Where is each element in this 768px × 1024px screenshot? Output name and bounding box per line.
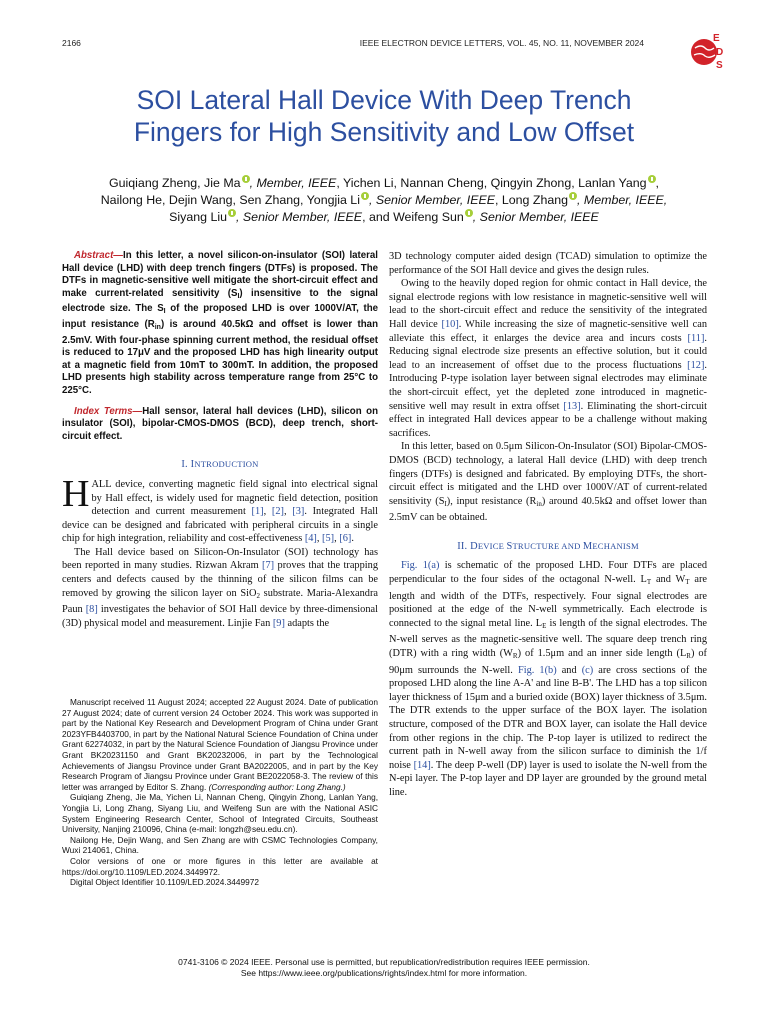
citation-link[interactable]: [7]: [262, 560, 275, 572]
title-line-2: Fingers for High Sensitivity and Low Offset: [133, 117, 635, 147]
orcid-icon[interactable]: [361, 192, 369, 200]
index-terms: Index Terms—Hall sensor, lateral hall devices (LHD), silicon on insulator (SOI), bipolar-CMOS-DMOS (BCD), deep trench, short-circuit effect.: [62, 405, 378, 442]
citation-link[interactable]: [3]: [292, 506, 305, 518]
author-list: [50, 175, 718, 226]
citation-link[interactable]: [2]: [271, 506, 284, 518]
citation-link[interactable]: [11]: [687, 332, 705, 344]
left-column: [62, 250, 378, 630]
section-heading-introduction: I. INTRODUCTION: [181, 459, 259, 471]
citation-link[interactable]: [5]: [322, 533, 335, 545]
copyright-footer: [0, 957, 768, 979]
figure-link[interactable]: (c): [581, 664, 594, 676]
footnote-manuscript: Manuscript received 11 August 2024; accepted 22 August 2024. Date of publication 27 August 2024; date of current version 24 October 2024. This work was supported in part by the National Key Research and Development Program of China under Grant 2023YFB4403700, in part by the National Natural Science Foundation of China under Grant 62274032, in part by the Natural Science Foundation of Jiangsu Province under Grant BK20231150 and Grant BK20232006, in part by the Technological Achievements of Jiangsu Province under Grant BA2022005, and in part by the Key Research Program of Jiangsu Province under Grant BE2022058-3. The review of this letter was arranged by Editor S. Zhang. (Corresponding author: Long Zhang.): [62, 697, 378, 792]
intro-paragraph-5: In this letter, based on 0.5μm Silicon-On-Insulator (SOI) Bipolar-CMOS-DMOS (BCD) technology, a lateral Hall device (LHD) with deep trench fingers (DTFs) is designed and fabricated. By employing DTFs, the short-circuit effect is mitigated and the LHD over 1000V/AT of current-related sensitivity $(S_I)$, input resistance $(R_{in})$ around 40.5kΩ and offset lower than 2.5mV can be obtained.: [389, 441, 707, 524]
footnote-affiliation-2: Nailong He, Dejin Wang, and Sen Zhang are with CSMC Technologies Company, Wuxi 214061, China.: [62, 834, 378, 856]
figure-link[interactable]: Fig. 1(b): [517, 664, 557, 676]
intro-paragraph-4: Owing to the heavily doped region for ohmic contact in Hall device, the signal electrode regions with low resistance in magnetic-sensitive well will lead to the short-circuit effect and reduce the sensitivity of the integrated Hall device [10]. While increasing the size of magnetic-sensitive well can alleviate this effect, it enlarges the device area and incurs costs [11]. Reducing signal electrode size presents an effective solution, but it could lead to an increasement of offset due to the process fluctuations [12]. Introducing P-type isolation layer between signal electrodes may eliminate the short-circuit effect, yet the depleted zone introduced in magnetic-sensitive well may result in extra offset [13]. Eliminating the short-circuit effect in integrated Hall devices appear to be a challenge without making sacrifices.: [389, 278, 708, 439]
author-line-2: Nailong He, Dejin Wang, Sen Zhang, Yongjia Li , Senior Member, IEEE, Long Zhang , Member, IEEE,: [100, 193, 668, 207]
orcid-icon[interactable]: [569, 192, 577, 200]
logo-letter-d: D: [716, 47, 724, 58]
citation-link[interactable]: [1]: [251, 506, 264, 518]
section-heading-device-structure: II. DEVICE STRUCTURE AND MECHANISM: [457, 540, 639, 552]
intro-paragraph-1: HALL device, converting magnetic field signal into electrical signal by Hall effect, is widely used for magnetic field detection, position detection and current measurement [1], [2], [3]. Integrated Hall device can be designed and fabricated with peripheral circuits in a single chip for high integration, reliability and cost-effectiveness [4], [5], [6].: [62, 472, 379, 545]
right-column: [389, 250, 707, 800]
footnote-affiliation-1: Guiqiang Zheng, Jie Ma, Yichen Li, Nannan Cheng, Qingyin Zhong, Lanlan Yang, Yongjia Li, Long Zhang, Siyang Liu, and Weifeng Sun are with the National ASIC System Engineering Research Center, School of Integrated Circuits, Southeast University, Nanjing 210096, China (e-mail: longzh@seu.edu.cn).: [62, 792, 378, 835]
author-line-3: Siyang Liu , Senior Member, IEEE, and Weifeng Sun , Senior Member, IEEE: [169, 210, 599, 224]
journal-name: IEEE ELECTRON DEVICE LETTERS, VOL. 45, NO. 11, NOVEMBER 2024: [359, 38, 644, 48]
abstract: Abstract—In this letter, a novel silicon-on-insulator (SOI) lateral Hall device (LHD) with deep trench fingers (DTFs) is proposed. The DTFs in magnetic-sensitive well mitigate the short-circuit effect and make current-related sensitivity $(S_I)$ insensitive to the signal electrode size. The $S_I$ of the proposed LHD is over 1000V/AT, the input resistance $(R_{in})$ is around 40.5kΩ and offset is lower than 2.5mV. With four-phase spinning current method, the residual offset is reduced to 17μV and the proposed LHD has high linearity output at a magnetic field from 10mT to 300mT. In addition, the proposed LHD presents high stability across temperature range from 25°C to 225°C.: [62, 250, 378, 396]
intro-paragraph-3: 3D technology computer aided design (TCAD) simulation to optimize the performance of the SOI Hall device and gives the design rules.: [389, 251, 707, 276]
orcid-icon[interactable]: [465, 209, 473, 217]
citation-link[interactable]: [12]: [687, 359, 705, 371]
citation-link[interactable]: [8]: [85, 604, 98, 616]
intro-paragraph-2: The Hall device based on Silicon-On-Insulator (SOI) technology has been reported in many studies. Rizwan Akram [7] proves that the trapping centers and defects caused by the thinning of the silicon films can be removed by growing the silicon layer on SiO$_2$ substrate. Maria-Alexandra Paun [8] investigates the behavior of SOI Hall device by three-dimensional (3D) physical model and measurement. Linjie Fan [9] adapts the: [62, 546, 378, 629]
citation-link[interactable]: [10]: [441, 318, 459, 330]
title-line-1: SOI Lateral Hall Device With Deep Trench: [136, 85, 632, 115]
logo-letter-e: E: [713, 33, 720, 44]
orcid-icon[interactable]: [648, 175, 656, 183]
footnote-color-versions: Color versions of one or more figures in this letter are available at https://doi.org/10.1109/LED.2024.3449972.: [62, 855, 378, 877]
author-line-1: Guiqiang Zheng, Jie Ma , Member, IEEE, Yichen Li, Nannan Cheng, Qingyin Zhong, Lanlan Yang ,: [109, 176, 659, 190]
footnote-doi: Digital Object Identifier 10.1109/LED.2024.3449972: [70, 877, 259, 888]
orcid-icon[interactable]: [242, 175, 250, 183]
device-structure-paragraph: Fig. 1(a) is schematic of the proposed LHD. Four DTFs are placed perpendicular to the four sides of the octagonal N-well. $L_T$ and $W_T$ are length and width of the DTFs, respectively. Four signal electrodes are positioned at the edge of the N-well symmetrically. Each electrode is connected to the signal metal line. $L_E$ is length of the signal electrodes. The N-well serves as the magnetic-sensitive well. The square deep trench ring (DTR) with a ring width $(W_R)$ of 1.5μm and an inner side length $(L_R)$ of 90μm surrounds the N-well. Fig. 1(b) and (c) are cross sections of the proposed LHD along the line A-A' and line B-B'. The LHD has a top silicon layer thickness of 15μm and a buried oxide (BOX) layer thickness of 3.5μm. The DTR extends to the upper surface of the BOX layer. The isolation structure, composed of the DTR and BOX layer, can isolate the Hall device from other regions in the chip. The P-top layer is utilized to redirect the current path in N-well away from the silicon surface to diminish the 1/f noise [14]. The deep P-well (DP) layer is used to isolate the N-well from the N-epi layer. The P-top layer and DP layer are grounded by the ground metal line.: [389, 560, 708, 798]
copyright-line-2: See https://www.ieee.org/publications/rights/index.html for more information.: [240, 968, 528, 978]
citation-link[interactable]: [14]: [413, 759, 431, 771]
logo-letter-s: S: [716, 60, 723, 71]
citation-link[interactable]: [6]: [339, 533, 352, 545]
eds-logo: [686, 30, 726, 72]
footnotes: [62, 697, 378, 888]
citation-link[interactable]: [13]: [563, 400, 581, 412]
figure-link[interactable]: Fig. 1(a): [401, 560, 440, 572]
drop-cap: H: [62, 472, 90, 515]
page-number: 2166: [62, 38, 81, 48]
running-header: [62, 38, 706, 52]
orcid-icon[interactable]: [228, 209, 236, 217]
citation-link[interactable]: [4]: [304, 533, 317, 545]
citation-link[interactable]: [9]: [272, 617, 285, 629]
copyright-line-1: 0741-3106 © 2024 IEEE. Personal use is permitted, but republication/redistribution requires IEEE permission.: [178, 957, 590, 967]
paper-title: [40, 84, 728, 148]
